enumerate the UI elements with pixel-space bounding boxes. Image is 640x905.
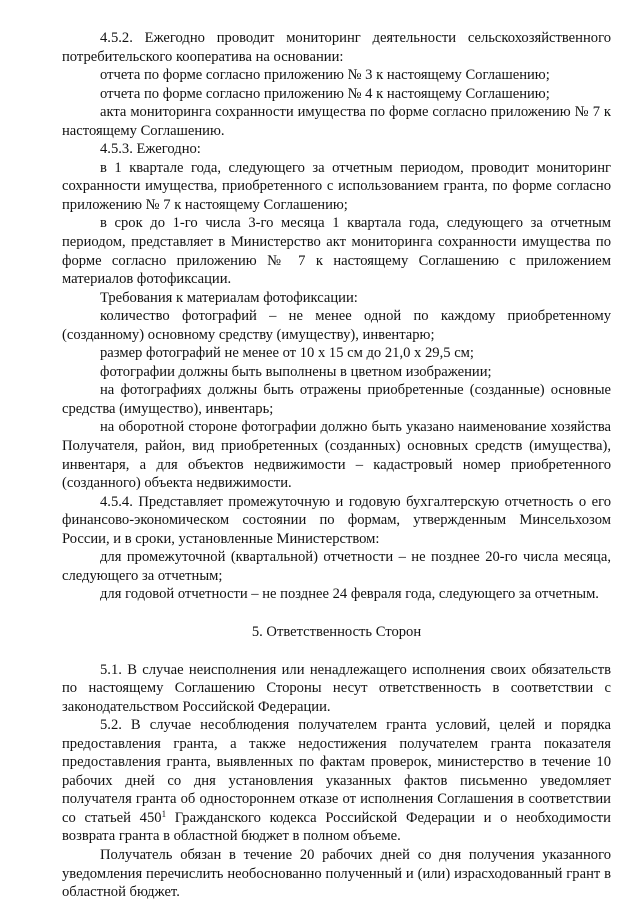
photo-requirements-heading: Требования к материалам фотофиксации:: [100, 289, 358, 306]
list-item: отчета по форме согласно приложению № 4 к настоящему Соглашению;: [100, 85, 550, 102]
list-item: для годовой отчетности – не позднее 24 февраля года, следующего за отчетным.: [100, 586, 599, 603]
article-superscript: 1: [161, 808, 167, 819]
list-item: на оборотной стороне фотографии должно быть указано наименование хозяйства Получателя, район, вид приобретенных (созданных) основных средств (имущества), инвентаря, а для объектов недвижимости – кадастровый номер приобретенного (созданного) объекта недвижимости.: [62, 419, 611, 492]
list-item: на фотографиях должны быть отражены приобретенные (созданные) основные средства (имущество), инвентарь;: [62, 382, 611, 417]
clause-4-5-3: 4.5.3. Ежегодно:: [100, 141, 201, 158]
clause-4-5-2: 4.5.2. Ежегодно проводит мониторинг деятельности сельскохозяйственного потребительского кооператива на основании:: [62, 30, 611, 65]
clause-recipient-obligation: Получатель обязан в течение 20 рабочих дней со дня получения указанного уведомления перечислить необоснованно полученный и (или) израсходованный грант в областной бюджет.: [62, 846, 611, 901]
document-page: [62, 29, 611, 902]
list-item: в срок до 1-го числа 3-го месяца 1 квартала года, следующего за отчетным периодом, представляет в Министерство акт мониторинга сохранности имущества по форме согласно приложению № 7 к настоящему Соглашению с приложением материалов фотофиксации.: [62, 215, 611, 288]
clause-5-1: 5.1. В случае неисполнения или ненадлежащего исполнения своих обязательств по настоящему Соглашению Стороны несут ответственность в соответствии с законодательством Российской Федерации.: [62, 661, 611, 715]
clause-4-5-4: 4.5.4. Представляет промежуточную и годовую бухгалтерскую отчетность о его финансово-экономическом состоянии по формам, утвержденным Минсельхозом России, и в сроки, установленные Министерством:: [62, 493, 611, 547]
list-item: в 1 квартале года, следующего за отчетным периодом, проводит мониторинг сохранности имущества, приобретенного с использованием гранта, по форме согласно приложению № 7 к настоящему Соглашению;: [62, 159, 611, 213]
list-item: размер фотографий не менее от 10 х 15 см до 21,0 х 29,5 см;: [100, 345, 474, 362]
clause-5-2-text-after: Гражданского кодекса Российской Федерации и о необходимости возврата гранта в областной бюджет в полном объеме.: [62, 809, 611, 845]
list-item: фотографии должны быть выполнены в цветном изображении;: [100, 363, 492, 380]
list-item: количество фотографий – не менее одной по каждому приобретенному (созданному) основному средству (имуществу), инвентарю;: [62, 308, 611, 343]
clause-5-2: [62, 716, 611, 846]
list-item: акта мониторинга сохранности имущества по форме согласно приложению № 7 к настоящему Соглашению.: [62, 104, 611, 139]
section-title: 5. Ответственность Сторон: [251, 623, 422, 640]
list-item: для промежуточной (квартальной) отчетности – не позднее 20-го числа месяца, следующего за отчетным;: [62, 549, 611, 584]
list-item: отчета по форме согласно приложению № 3 к настоящему Соглашению;: [100, 67, 550, 84]
clause-5-2-text-before: 5.2. В случае несоблюдения получателем гранта условий, целей и порядка предоставления гранта, а также недостижения получателем гранта показателя предоставления гранта, выявленных по фактам проверок, министерство в течение 10 рабочих дней со дня установления указанных фактов письменно уведомляет получателя гранта об одностороннем отказе от исполнения Соглашения в соответствии со статьей 450: [62, 717, 611, 826]
